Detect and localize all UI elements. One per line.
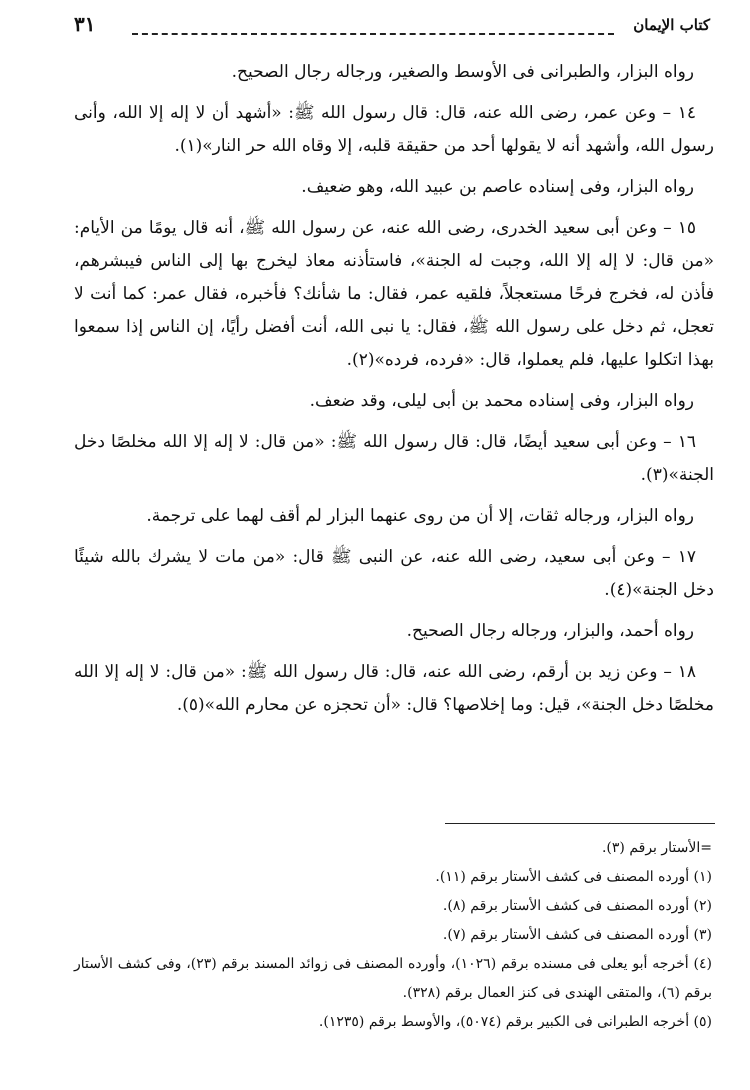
page-header — [74, 14, 710, 44]
narration-line: رواه أحمد، والبزار، ورجاله رجال الصحيح. — [406, 621, 694, 641]
narration-line: رواه البزار، ورجاله ثقات، إلا أن من روى عنهما البزار لم أقف لهما على ترجمة. — [146, 506, 694, 526]
narration-line: رواه البزار، وفى إسناده عاصم بن عبيد الله، وهو ضعيف. — [301, 177, 694, 197]
footnotes — [74, 834, 718, 1037]
footnote-separator — [445, 823, 715, 824]
header-rule — [132, 33, 614, 35]
book-title: كتاب الإيمان — [633, 16, 710, 34]
footnote-1: (١) أورده المصنف فى كشف الأستار برقم (١١). — [435, 869, 712, 885]
narration-line: رواه البزار، وفى إسناده محمد بن أبى ليلى، وقد ضعف. — [309, 391, 694, 411]
hadith-15: ١٥ – وعن أبى سعيد الخدرى، رضى الله عنه، عن رسول الله ﷺ، أنه قال يومًا من الأيام: «من قال: لا إله إلا الله، وجبت له الجنة»، فاستأذنه معاذ ليخرج بها إلى الناس فيبشرهم، فأذن له، فخرج فرحًا مستعجلاً، فلقيه عمر، فقال: ما شأنك؟ فأخبره، فقال عمر: كما أنت لا تعجل، ثم دخل على رسول الله ﷺ، فقال: يا نبى الله، أنت أفضل رأيًا، إن الناس إذا سمعوا بهذا اتكلوا عليها، فلم يعملوا، قال: «فرده، فرده»(٢). — [74, 218, 714, 370]
hadith-18: ١٨ – وعن زيد بن أرقم، رضى الله عنه، قال: قال رسول الله ﷺ: «من قال: لا إله إلا الله مخلصًا دخل الجنة»، قيل: وما إخلاصها؟ قال: «أن تحجزه عن محارم الله»(٥). — [74, 662, 714, 715]
footnote-4: (٤) أخرجه أبو يعلى فى مسنده برقم (١٠٢٦)، وأورده المصنف فى زوائد المسند برقم (٢٣)، وفى كشف الأستار برقم (٦)، والمتقى الهندى فى كنز العمال برقم (٣٢٨). — [74, 956, 712, 1001]
main-text — [74, 56, 714, 722]
hadith-16: ١٦ – وعن أبى سعيد أيضًا، قال: قال رسول الله ﷺ: «من قال: لا إله إلا الله مخلصًا دخل الجنة»(٣). — [74, 432, 714, 485]
hadith-14: ١٤ – وعن عمر، رضى الله عنه، قال: قال رسول الله ﷺ: «أشهد أن لا إله إلا الله، وأنى رسول الله، وأشهد أنه لا يقولها أحد من حقيقة قلبه، إلا وقاه الله حر النار»(١). — [74, 103, 714, 156]
page-number: ٣١ — [74, 12, 96, 36]
hadith-17: ١٧ – وعن أبى سعيد، رضى الله عنه، عن النبى ﷺ قال: «من مات لا يشرك بالله شيئًا دخل الجنة»(٤). — [74, 547, 714, 600]
narration-line: رواه البزار، والطبرانى فى الأوسط والصغير، ورجاله رجال الصحيح. — [231, 62, 694, 82]
footnote-continuation: =الأستار برقم (٣). — [601, 840, 712, 856]
footnote-5: (٥) أخرجه الطبرانى فى الكبير برقم (٥٠٧٤)، والأوسط برقم (١٢٣٥). — [318, 1014, 712, 1030]
footnote-2: (٢) أورده المصنف فى كشف الأستار برقم (٨). — [442, 898, 712, 914]
footnote-3: (٣) أورده المصنف فى كشف الأستار برقم (٧). — [442, 927, 712, 943]
